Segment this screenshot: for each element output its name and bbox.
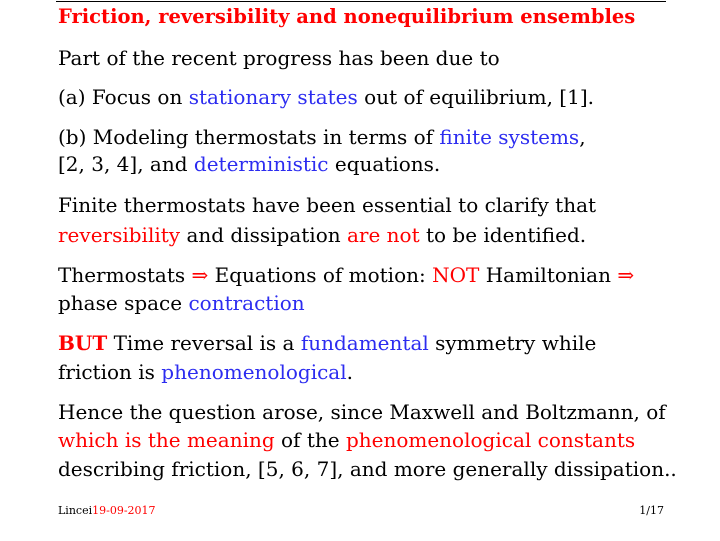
- text-hence-1: Hence the question arose, since Maxwell and Boltzmann, of: [58, 400, 666, 424]
- text-but-4: .: [346, 360, 353, 384]
- highlight-phenomenological: phenomenological: [161, 360, 347, 384]
- slide-title: Friction, reversibility and nonequilibrium ensembles: [58, 5, 636, 28]
- paragraph-but-line1: [58, 330, 596, 356]
- highlight-are-not: are not: [346, 223, 420, 247]
- highlight-contraction: contraction: [188, 291, 305, 315]
- header-rule: [56, 1, 666, 2]
- text-thermo-2: Equations of motion:: [208, 263, 433, 287]
- text-finite-3: to be identified.: [419, 223, 587, 247]
- paragraph-hence-line2: [58, 427, 635, 453]
- text-a-1: (a) Focus on: [58, 85, 189, 109]
- footer-venue: Lincei: [58, 504, 93, 517]
- text-b-3: [2, 3, 4], and: [58, 152, 194, 176]
- implies-arrow-icon-2: ⇒: [617, 263, 635, 287]
- text-thermo-3: Hamiltonian: [479, 263, 618, 287]
- highlight-stationary-states: stationary states: [188, 85, 358, 109]
- paragraph-b-line1: [58, 124, 586, 150]
- highlight-deterministic: deterministic: [193, 152, 329, 176]
- text-hence-2: of the: [274, 428, 346, 452]
- text-but-1: Time reversal is a: [107, 331, 301, 355]
- paragraph-a: [58, 84, 594, 110]
- paragraph-b-line2: [58, 151, 440, 177]
- text-a-2: out of equilibrium, [1].: [357, 85, 594, 109]
- text-b-4: equations.: [328, 152, 441, 176]
- paragraph-hence-line1: [58, 399, 666, 425]
- highlight-but: BUT: [58, 331, 108, 355]
- footer-date: 19-09-2017: [92, 504, 156, 517]
- highlight-fundamental: fundamental: [300, 331, 429, 355]
- paragraph-thermostats-line2: [58, 290, 305, 316]
- paragraph-finite-line2: [58, 222, 586, 248]
- text-hence-3: describing friction, [5, 6, 7], and more generally dissipation..: [58, 457, 677, 481]
- text-but-3: friction is: [58, 360, 162, 384]
- text-finite-2: and dissipation: [180, 223, 347, 247]
- highlight-phenomenological-constants: phenomenological constants: [345, 428, 636, 452]
- text-finite-1: Finite thermostats have been essential to clarify that: [58, 193, 597, 217]
- page-number: 1/17: [639, 504, 664, 517]
- paragraph-but-line2: [58, 359, 353, 385]
- text-but-2: symmetry while: [428, 331, 597, 355]
- highlight-meaning: which is the meaning: [58, 428, 275, 452]
- intro-text: Part of the recent progress has been due to: [58, 46, 500, 70]
- highlight-reversibility: reversibility: [58, 223, 181, 247]
- paragraph-thermostats-line1: [58, 262, 634, 288]
- footer-venue-date: [58, 504, 156, 517]
- text-thermo-1: Thermostats: [58, 263, 192, 287]
- paragraph-hence-line3: [58, 456, 677, 482]
- paragraph-intro: [58, 45, 500, 71]
- highlight-not: NOT: [432, 263, 480, 287]
- text-b-1: (b) Modeling thermostats in terms of: [58, 125, 440, 149]
- text-thermo-4: phase space: [58, 291, 189, 315]
- highlight-finite-systems: finite systems: [439, 125, 580, 149]
- text-b-2: ,: [579, 125, 586, 149]
- implies-arrow-icon: ⇒: [191, 263, 209, 287]
- paragraph-finite-line1: [58, 192, 596, 218]
